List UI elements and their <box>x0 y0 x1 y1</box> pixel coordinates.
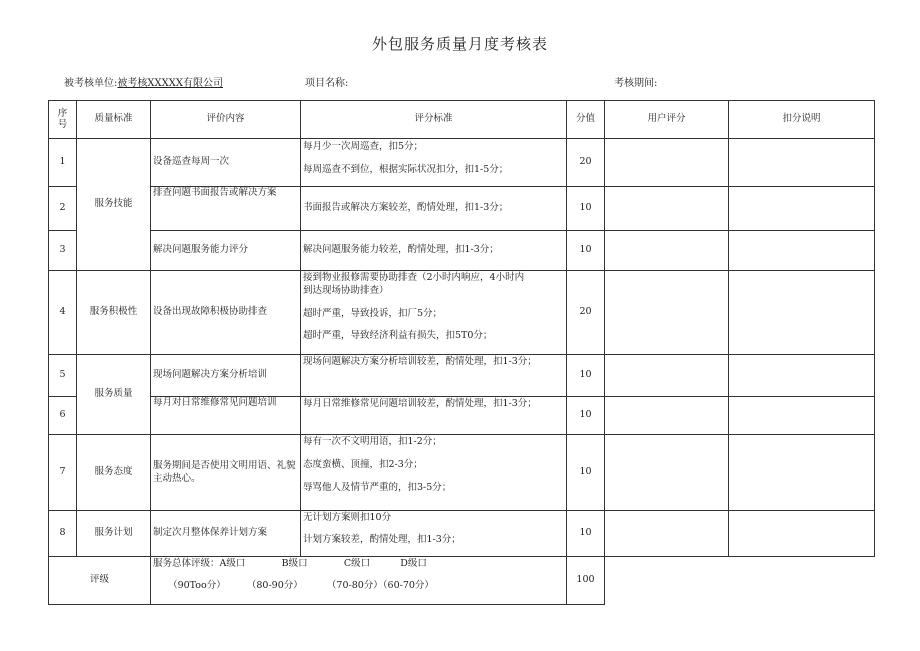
criteria-cell: 解决问题服务能力较差，酌情处理，扣1-3分； <box>301 231 567 271</box>
row-no: 3 <box>49 231 77 271</box>
criteria-cell: 每月日常维修常见问题培训较差，酌情处理，扣1-3分； <box>301 397 567 435</box>
content-cell: 解决问题服务能力评分 <box>151 231 301 271</box>
user-rating-cell[interactable] <box>605 187 729 231</box>
score-cell: 10 <box>567 397 605 435</box>
header-seq: 序号 <box>49 101 77 139</box>
criteria-cell: 现场问题解决方案分析培训较差，酌情处理，扣1-3分； <box>301 355 567 397</box>
score-cell: 10 <box>567 231 605 271</box>
category-cell: 服务态度 <box>77 435 151 511</box>
row-no: 6 <box>49 397 77 435</box>
user-rating-cell[interactable] <box>605 511 729 557</box>
rating-ranges: （90Too分） （80-90分） （70-80分）（60-70分） <box>153 579 434 591</box>
criteria-cell: 每有一次不文明用语，扣1-2分； 态度蛮横、顶撞，扣2-3分； 辱骂他人及情节严重的，扣3-5分； <box>301 435 567 511</box>
deduct-note-cell[interactable] <box>729 139 875 187</box>
header-deduct-note: 扣分说明 <box>729 101 875 139</box>
project-name-label: 项目名称: <box>305 78 349 89</box>
deduct-note-cell[interactable] <box>729 231 875 271</box>
category-cell: 服务质量 <box>77 355 151 435</box>
deduct-note-cell[interactable] <box>729 511 875 557</box>
assessed-unit <box>64 74 223 89</box>
row-no: 2 <box>49 187 77 231</box>
criteria-cell: 书面报告或解决方案较差，酌情处理，扣1-3分； <box>301 187 567 231</box>
criteria-cell: 每月少一次周巡查，扣5分； 每周巡查不到位，根据实际状况扣分，扣1-5分； <box>301 139 567 187</box>
score-cell: 10 <box>567 511 605 557</box>
assessment-table <box>48 100 875 605</box>
score-cell: 10 <box>567 435 605 511</box>
header-content: 评价内容 <box>151 101 301 139</box>
table-row <box>49 511 875 557</box>
category-cell: 服务计划 <box>77 511 151 557</box>
content-cell: 设备出现故障积极协助排查 <box>151 271 301 355</box>
score-cell: 20 <box>567 271 605 355</box>
rating-grades: 服务总体评级：A级口 B级口 C级口 D级口 <box>153 558 427 569</box>
assessed-unit-label: 被考核单位: <box>64 78 118 89</box>
user-rating-cell[interactable] <box>605 231 729 271</box>
score-cell: 10 <box>567 187 605 231</box>
row-no: 8 <box>49 511 77 557</box>
table-row <box>49 435 875 511</box>
rating-options <box>151 557 567 605</box>
header-criteria: 评分标准 <box>301 101 567 139</box>
table-row <box>49 397 875 435</box>
total-score: 100 <box>567 557 605 605</box>
table-row <box>49 187 875 231</box>
row-no: 4 <box>49 271 77 355</box>
table-row <box>49 271 875 355</box>
header-score: 分值 <box>567 101 605 139</box>
category-cell: 服务积极性 <box>77 271 151 355</box>
deduct-note-cell[interactable] <box>729 435 875 511</box>
header-user-rating: 用户评分 <box>605 101 729 139</box>
table-row <box>49 231 875 271</box>
content-cell: 制定次月整体保养计划方案 <box>151 511 301 557</box>
table-row <box>49 355 875 397</box>
user-rating-cell[interactable] <box>605 397 729 435</box>
deduct-note-cell[interactable] <box>729 397 875 435</box>
criteria-cell: 接到物业报修需要协助排查（2小时内响应，4小时内 到达现场协助排查） 超时严重，导致投诉，扣厂5分； 超时严重，导致经济利益有损失，扣5T0分； <box>301 271 567 355</box>
row-no: 1 <box>49 139 77 187</box>
header-quality: 质量标准 <box>77 101 151 139</box>
content-cell: 排查问题书面报告或解决方案 <box>151 187 301 231</box>
deduct-note-cell[interactable] <box>729 355 875 397</box>
table-row <box>49 139 875 187</box>
content-cell: 现场问题解决方案分析培训 <box>151 355 301 397</box>
form-title: 外包服务质量月度考核表 <box>371 35 548 53</box>
deduct-note-cell[interactable] <box>729 187 875 231</box>
content-cell: 设备巡查每周一次 <box>151 139 301 187</box>
content-cell: 每月对日常维修常见问题培训 <box>151 397 301 435</box>
rating-label: 评级 <box>49 557 151 605</box>
deduct-note-cell[interactable] <box>729 271 875 355</box>
score-cell: 20 <box>567 139 605 187</box>
user-rating-cell[interactable] <box>605 355 729 397</box>
content-cell: 服务期间是否使用文明用语、礼貌主动热心。 <box>151 435 301 511</box>
rating-row <box>49 557 875 605</box>
assessed-unit-value: 被考核XXXXX有限公司 <box>117 78 223 89</box>
criteria-cell: 无计划方案则扣10分 计划方案较差，酌情处理，扣1-3分； <box>301 511 567 557</box>
assessment-period-label: 考核期间: <box>614 78 658 89</box>
user-rating-cell[interactable] <box>605 139 729 187</box>
row-no: 7 <box>49 435 77 511</box>
user-rating-cell[interactable] <box>605 435 729 511</box>
score-cell: 10 <box>567 355 605 397</box>
category-cell: 服务技能 <box>77 139 151 271</box>
header-row <box>49 101 875 139</box>
user-rating-cell[interactable] <box>605 271 729 355</box>
row-no: 5 <box>49 355 77 397</box>
